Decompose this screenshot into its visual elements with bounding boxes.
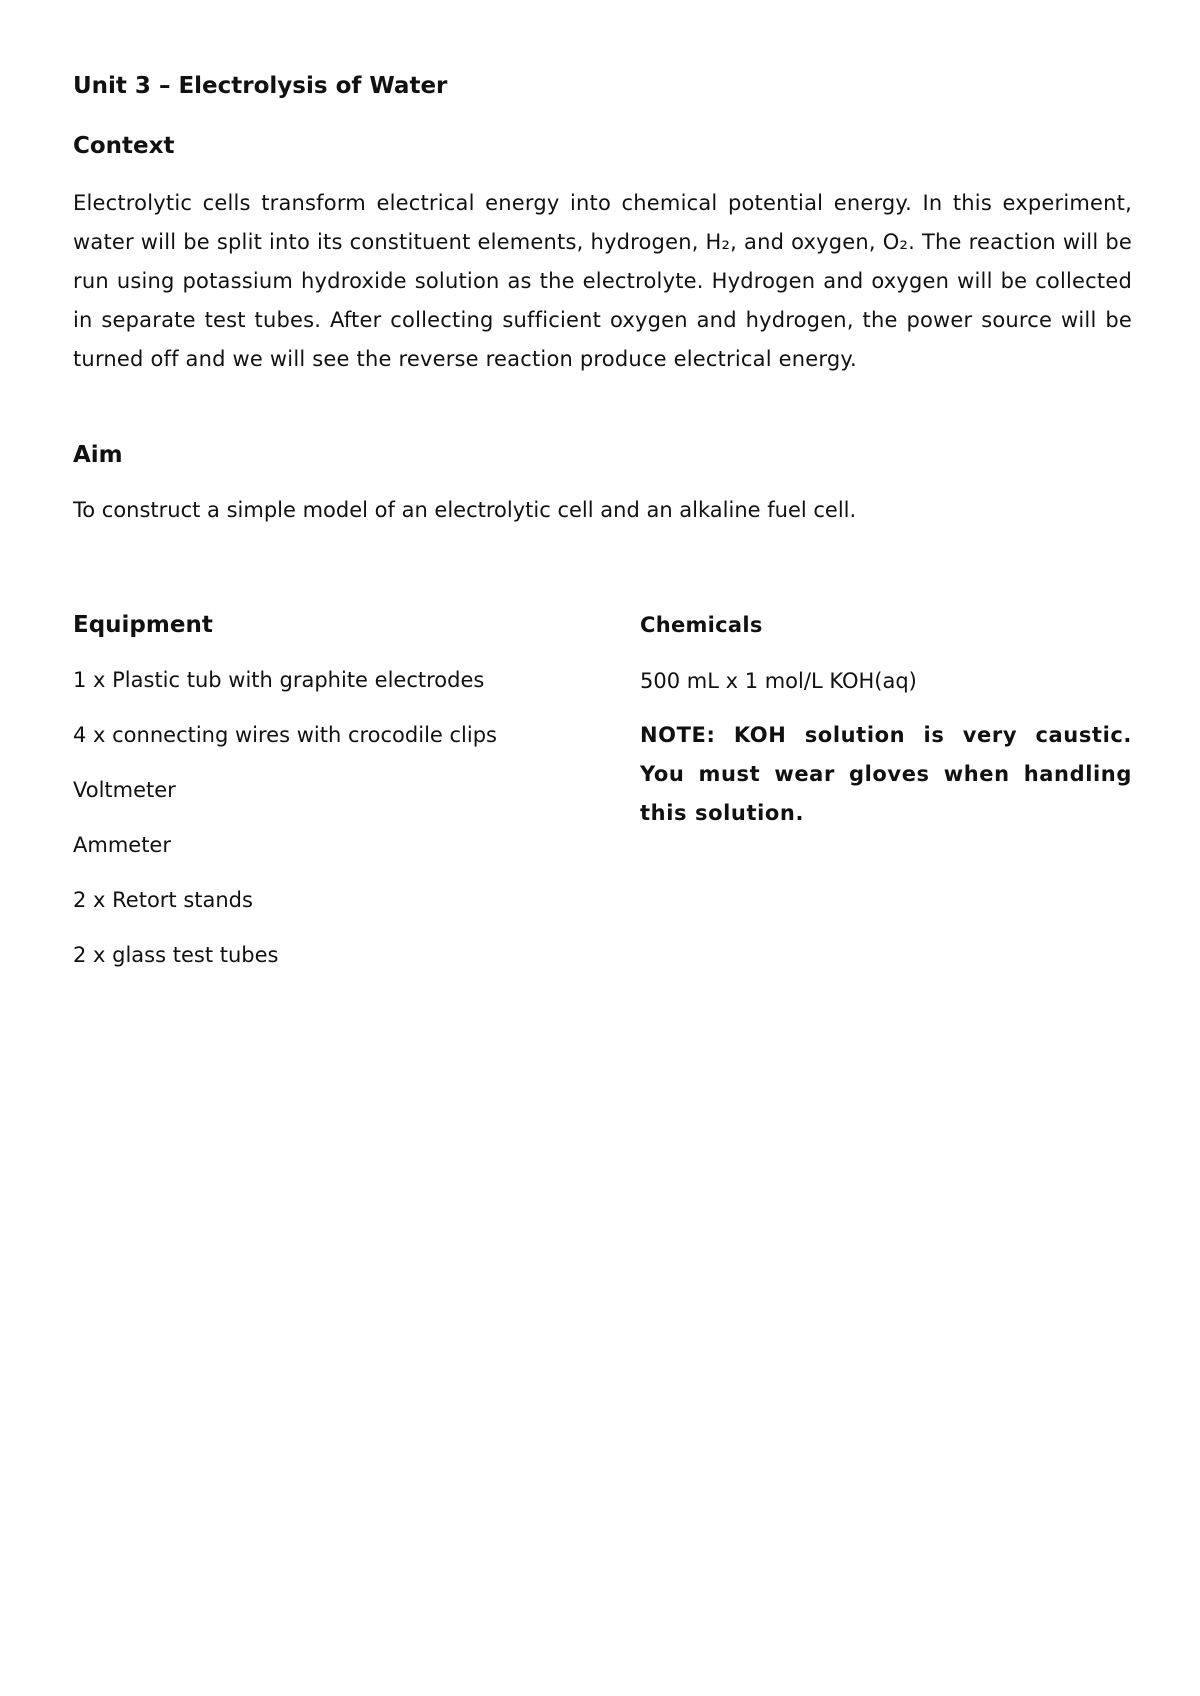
document-title: Unit 3 – Electrolysis of Water (73, 73, 448, 99)
chemical-item: 500 mL x 1 mol/L KOH(aq) (640, 669, 917, 693)
aim-paragraph: To construct a simple model of an electrolytic cell and an alkaline fuel cell. (73, 498, 857, 522)
equipment-list (73, 665, 613, 970)
context-heading: Context (73, 133, 175, 159)
equipment-heading: Equipment (73, 612, 213, 638)
aim-heading: Aim (73, 442, 123, 468)
equipment-item: 2 x Retort stands (73, 888, 253, 912)
safety-note: NOTE: KOH solution is very caustic. You must wear gloves when handling this solution. (640, 723, 1132, 825)
chemicals-heading: Chemicals (640, 613, 763, 637)
equipment-section (73, 609, 613, 995)
equipment-item: 2 x glass test tubes (73, 943, 279, 967)
equipment-item: Ammeter (73, 833, 171, 857)
equipment-item: 1 x Plastic tub with graphite electrodes (73, 668, 485, 692)
chemicals-section (640, 610, 1132, 833)
context-paragraph: Electrolytic cells transform electrical energy into chemical potential energy. In this experiment, water will be split into its constituent elements, hydrogen, H₂, and oxygen, O₂. The reaction will be run using potassium hydroxide solution as the electrolyte. Hydrogen and oxygen will be collected in separate test tubes. After collecting sufficient oxygen and hydrogen, the power source will be turned off and we will see the reverse reaction produce electrical energy. (73, 191, 1132, 371)
equipment-item: Voltmeter (73, 778, 176, 802)
equipment-item: 4 x connecting wires with crocodile clips (73, 723, 497, 747)
